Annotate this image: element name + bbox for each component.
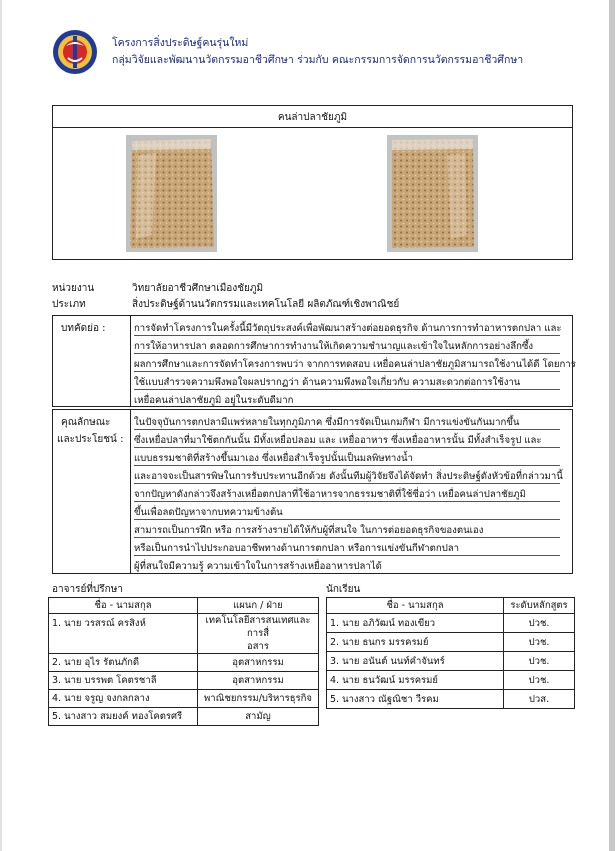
features-line: ขึ้นเพื่อลดปัญหาจากบทความข้างต้น <box>134 507 283 518</box>
table-row <box>49 614 319 654</box>
table-row <box>49 708 319 726</box>
abstract-label-cell <box>53 316 131 406</box>
features-underline <box>134 537 560 538</box>
product-photo-1 <box>126 135 217 252</box>
abstract-line: ผลการศึกษาและการจัดทำโครงการพบว่า จากการทดสอบ เหยื่อคนล่าปลาชัยภูมิสามารถใช้งานได้ดี โดยการ <box>134 359 576 370</box>
table-row <box>327 633 575 652</box>
features-underline <box>134 465 560 466</box>
advisor-dept: สามัญ <box>198 708 319 726</box>
features-underline <box>134 555 560 556</box>
advisors-header-row <box>49 598 319 614</box>
student-level: ปวช. <box>504 633 575 652</box>
features-line: แบบธรรมชาติที่สร้างขึ้นมาเอง ซึ่งเหยื่อสำเร็จรูปนั้นเป็นมลพิษทางน้ำ <box>134 453 413 464</box>
features-label-cell <box>53 410 131 573</box>
student-level: ปวช. <box>504 671 575 690</box>
table-row <box>49 654 319 672</box>
student-level: ปวช. <box>504 614 575 633</box>
type-value: สิ่งประดิษฐ์ด้านนวัตกรรมและเทคโนโลยี ผลิตภัณฑ์เชิงพาณิชย์ <box>132 299 400 310</box>
header-program-name: โครงการสิ่งประดิษฐ์คนรุ่นใหม่ <box>112 37 249 49</box>
abstract-line: การให้อาหารปลา ตลอดการศึกษาการทำงานให้เกิดความชำนาญและเข้าใจในหลักการอย่างลึกซึ้ง <box>134 341 534 352</box>
project-photo-box <box>52 105 573 260</box>
advisors-title: อาจารย์ที่ปรึกษา <box>52 584 123 595</box>
advisor-name: 4. นาย จรูญ จงกลกลาง <box>49 690 198 708</box>
abstract-label: บทคัดย่อ : <box>61 323 106 334</box>
agency-label: หน่วยงาน <box>52 283 95 294</box>
student-name: 5. นางสาว ณัฐณิชา วีรคม <box>327 690 504 709</box>
features-section <box>52 409 573 574</box>
project-title: คนล่าปลาชัยภูมิ <box>277 112 348 123</box>
student-level: ปวช. <box>504 652 575 671</box>
features-line: ในปัจจุบันการตกปลามีแพร่หลายในทุกภูมิภาค ซึ่งมีการจัดเป็นเกมกีฬา มีการแข่งขันกันมากขึ้น <box>134 417 520 428</box>
advisor-dept-cont: อสาร <box>247 641 269 652</box>
student-name: 2. นาย ธนกร มรรครมย์ <box>327 633 504 652</box>
advisor-name: 3. นาย บรรพต โคตรชาลี <box>49 672 198 690</box>
abstract-line: ใช้แบบสำรวจความพึงพอใจผลปรากฏว่า ด้านความพึงพอใจเกี่ยวกับ ความสะดวกต่อการใช้งาน <box>134 377 521 388</box>
features-line: และอาจจะเป็นสารพิษในการรับประทานอีกด้วย ดังนั้นทีมผู้วิจัยจึงได้จัดทำ สิ่งประดิษฐ์ดังหัวข้อที่กล่าวมานี้ <box>134 471 563 482</box>
advisor-dept: อุตสาหกรรม <box>198 672 319 690</box>
institute-emblem-icon <box>52 28 98 76</box>
abstract-line: เหยื่อคนล่าปลาชัยภูมิ อยู่ในระดับดีมาก <box>134 395 294 406</box>
features-line: จากปัญหาดังกล่าวจึงสร้างเหยื่อตกปลาที่ใช้อาหารจากธรรมชาติที่ใช้ซี่อว่า เหยื่อคนล่าปลาชัยภูมิ <box>134 489 526 500</box>
features-underline <box>134 501 560 502</box>
abstract-underline <box>134 335 560 336</box>
features-line: หรือเป็นการนำไปประกอบอาชีพทางด้านการตกปลา หรือการแข่งขันกีฬาตกปลา <box>134 543 460 554</box>
advisor-name: 2. นาย อุไร รัตนภักดี <box>49 654 198 672</box>
students-table <box>326 597 575 709</box>
features-underline <box>134 483 560 484</box>
header-organizer: กลุ่มวิจัยและพัฒนานวัตกรรมอาชีวศึกษา ร่วมกับ คณะกรรมการจัดการนวัตกรรมอาชีวศึกษา <box>112 54 524 66</box>
advisors-col-name: ชื่อ - นามสกุล <box>49 598 198 614</box>
features-line: สามารถเป็นการฝึก หรือ การสร้างรายได้ให้กับผู้ที่สนใจ ในการต่อยอดธุรกิจของตนเอง <box>134 525 484 536</box>
features-label-line1: คุณลักษณะ <box>61 417 111 428</box>
abstract-section <box>52 315 576 407</box>
table-row <box>327 614 575 633</box>
abstract-underline <box>134 371 560 372</box>
product-photo-2 <box>387 135 478 252</box>
table-row <box>327 652 575 671</box>
photo-title-divider <box>53 127 572 128</box>
students-title: นักเรียน <box>326 584 361 595</box>
student-level: ปวส. <box>504 690 575 709</box>
advisor-dept: เทคโนโลยีสารสนเทศและการสื่ <box>205 615 311 639</box>
table-row <box>327 690 575 709</box>
table-row <box>327 671 575 690</box>
student-name: 4. นาย ธนวัฒน์ มรรครมย์ <box>327 671 504 690</box>
features-label-line2: และประโยชน์ : <box>57 434 124 445</box>
students-col-name: ชื่อ - นามสกุล <box>327 598 504 614</box>
features-underline <box>134 429 560 430</box>
abstract-line: การจัดทำโครงการในครั้งนี้มีวัตถุประสงค์เพื่อพัฒนาสร้างต่อยอดธุรกิจ ด้านการการทำอาหารตกปลา และ <box>134 323 562 334</box>
page-edge-right <box>609 0 615 851</box>
table-row <box>49 672 319 690</box>
advisor-dept: อุตสาหกรรม <box>198 654 319 672</box>
advisor-name: 5. นางสาว สมยงค์ ทองโคตรศรี <box>49 708 198 726</box>
advisor-dept-cell <box>198 614 319 654</box>
student-name: 3. นาย อนันต์ นนท์คำจันทร์ <box>327 652 504 671</box>
features-underline <box>134 447 560 448</box>
students-col-level: ระดับหลักสูตร <box>504 598 575 614</box>
students-header-row <box>327 598 575 614</box>
type-label: ประเภท <box>52 299 86 310</box>
page-edge-left <box>0 0 2 851</box>
advisors-table <box>48 597 319 726</box>
features-line: ผู้ที่สนใจมีความรู้ ความเข้าใจในการสร้างเหยื่ออาหารปลาได้ <box>134 561 382 572</box>
student-name: 1. นาย อภิวัฒน์ ทองเขียว <box>327 614 504 633</box>
abstract-underline <box>134 389 560 390</box>
agency-value: วิทยาลัยอาชีวศึกษาเมืองชัยภูมิ <box>132 283 264 294</box>
abstract-underline <box>134 353 560 354</box>
features-underline <box>134 519 560 520</box>
table-row <box>49 690 319 708</box>
advisor-name: 1. นาย วรสรณ์ ครสิงห์ <box>49 614 198 654</box>
advisor-dept: พาณิชยกรรม/บริหารธุรกิจ <box>198 690 319 708</box>
advisors-col-dept: แผนก / ฝ่าย <box>198 598 319 614</box>
features-line: ซึ่งเหยื่อปลาที่มาใช้ตกกันนั้น มีทั้งเหยื่อปลอม และ เหยื่ออาหาร ซึ่งเหยื่ออาหารนั้น มีทั้งสำเร็จรูป และ <box>134 435 542 446</box>
